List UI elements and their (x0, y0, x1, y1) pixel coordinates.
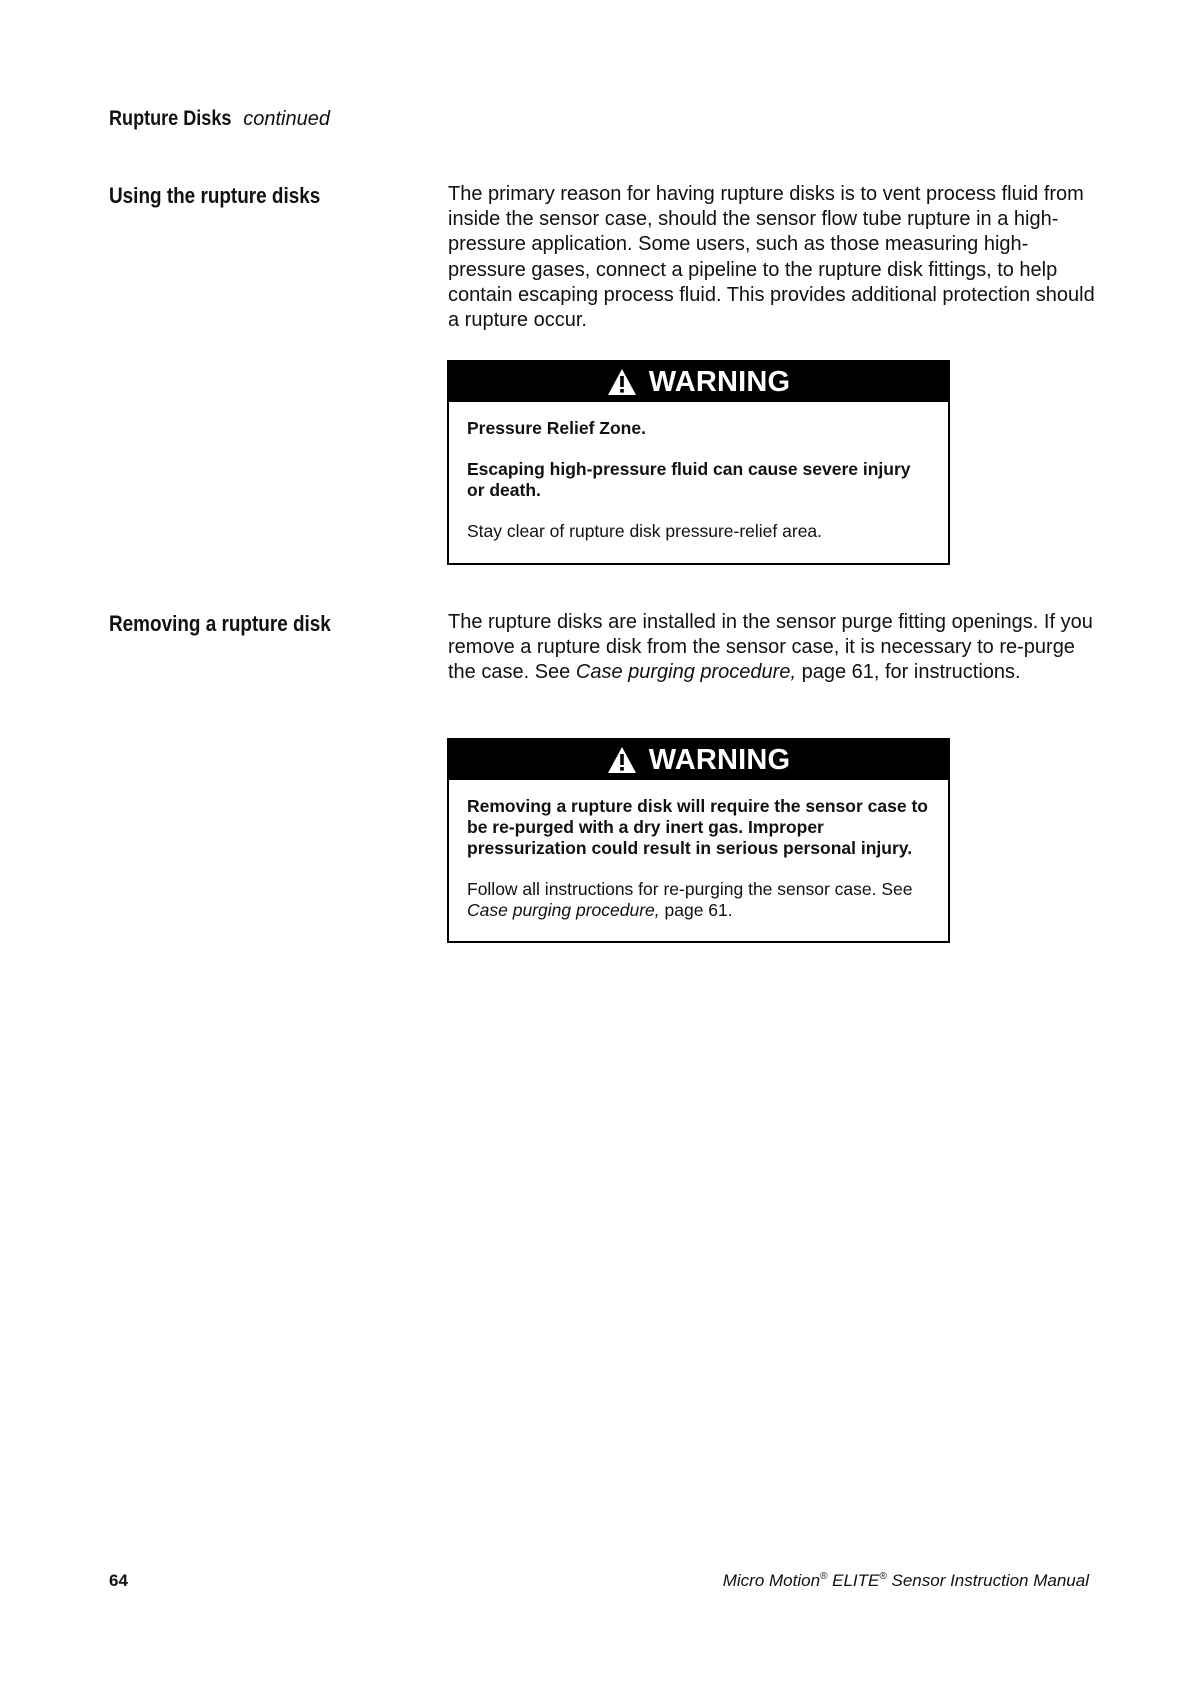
paragraph-text: The primary reason for having rupture disks is to vent process fluid from inside the sensor case, should the sensor flow tube rupture in a high-pressure application. Some users, such as those measuring high-pressure gases, connect a pipeline to the rupture disk fittings, to help contain escaping process fluid. This provides additional protection should a rupture occur. (448, 183, 1095, 332)
warning-body (449, 780, 948, 935)
paragraph-text-before: The rupture disks are installed in the sensor purge fitting openings. If you remove a rupture disk from the sensor case, it is necessary to re-purge the case. See (448, 611, 1093, 684)
running-head-title: Rupture Disks (109, 107, 232, 130)
warning-triangle-icon (607, 746, 637, 774)
warning-header (449, 362, 948, 402)
manual-title-part3: Sensor Instruction Manual (891, 1571, 1089, 1590)
page-number: 64 (109, 1571, 128, 1590)
paragraph-text-after: page 61, for instructions. (801, 661, 1021, 684)
warning-line-hazard: Escaping high-pressure fluid can cause severe injury or death. (467, 459, 911, 500)
registered-mark: ® (879, 1571, 887, 1582)
warning-body (449, 402, 948, 556)
manual-title (723, 1571, 1089, 1591)
section-paragraph-removing (448, 610, 1098, 686)
section-heading-using: Using the rupture disks (109, 183, 321, 208)
warning-label: WARNING (648, 365, 791, 398)
warning-box-pressure-relief (447, 360, 950, 565)
warning-line-instruction: Stay clear of rupture disk pressure-relief area. (467, 521, 823, 541)
case-purging-reference: Case purging procedure, (575, 661, 797, 684)
warning-header (449, 740, 948, 780)
warning-label: WARNING (648, 743, 791, 776)
warning-line-title: Pressure Relief Zone. (467, 418, 646, 438)
warning-instruction-after: page 61. (664, 900, 733, 920)
warning-instruction-before: Follow all instructions for re-purging the sensor case. See (467, 879, 913, 899)
warning-line-hazard: Removing a rupture disk will require the sensor case to be re-purged with a dry inert gas. Improper pressurization could result in serious personal injury. (467, 796, 928, 858)
paragraph-text (448, 610, 1098, 686)
section-heading-removing: Removing a rupture disk (109, 611, 331, 636)
manual-title-part1: Micro Motion (722, 1571, 821, 1590)
warning-line-instruction (467, 879, 930, 921)
case-purging-reference: Case purging procedure, (467, 900, 660, 920)
registered-mark: ® (820, 1571, 828, 1582)
warning-triangle-icon (607, 368, 637, 396)
manual-title-part2: ELITE (832, 1571, 880, 1590)
warning-box-repurge (447, 738, 950, 943)
section-paragraph-using (448, 182, 1098, 333)
running-head (109, 106, 330, 132)
running-head-continued: continued (243, 108, 330, 130)
